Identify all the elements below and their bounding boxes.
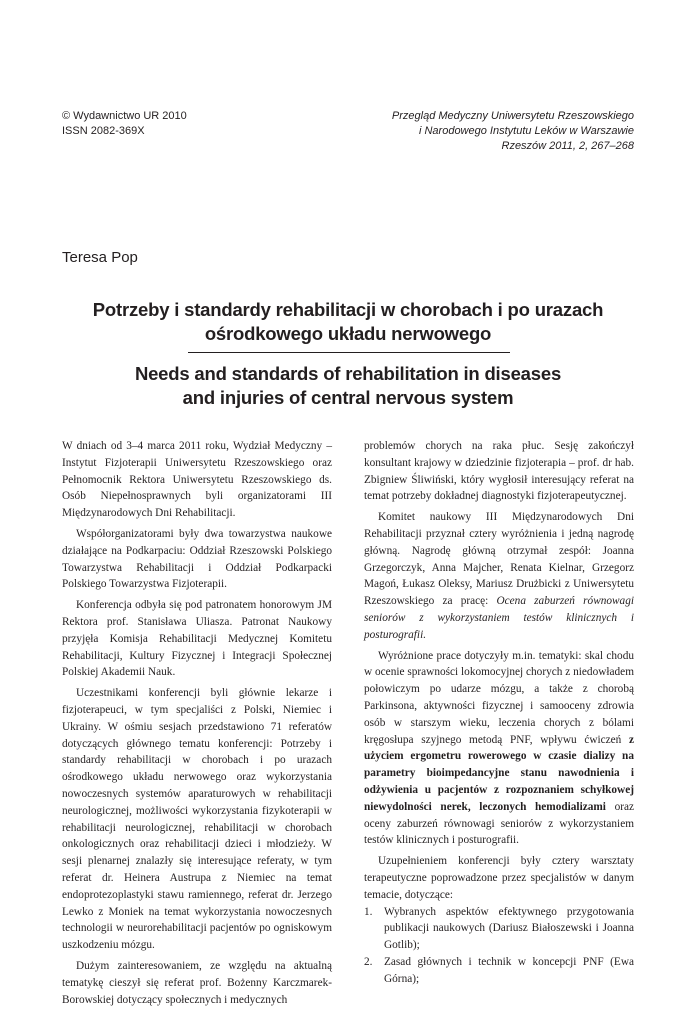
title-divider (188, 352, 510, 353)
title-english-line-2: and injuries of central nervous system (182, 387, 514, 408)
list-item (364, 904, 634, 954)
title-polish (62, 298, 634, 346)
distinctions-bold-text: z użyciem ergometru rowerowego w czasie dializy na parametry bioimpedancyjne stanu nawodnienia i odżywienia u pacjentów z rozpoznaniem schyłkowej niewydolności nerek, leczonych hemodializami (364, 733, 634, 813)
list-text: Wybranych aspektów efektywnego przygotowania publikacji naukowych (Dariusz Białoszewski i Joanna Gotlib); (384, 905, 634, 952)
title-polish-line-2: ośrodkowego układu nerwowego (204, 323, 492, 344)
journal-issue-line: Rzeszów 2011, 2, 267–268 (501, 140, 634, 152)
body-column-left (62, 438, 332, 1008)
award-paper-title: Ocena zaburzeń równowagi seniorów z wykorzystaniem testów klinicznych i posturografii. (364, 595, 634, 641)
paragraph: Dużym zainteresowaniem, ze względu na aktualną tematykę cieszył się referat prof. Bożenny Karczmarek-Borowskiej dotyczący społecznych i medycznych (62, 959, 332, 1006)
list-text: Zasad głównych i technik w koncepcji PNF (Ewa Górna); (384, 955, 634, 985)
paragraph-award (364, 509, 634, 643)
paragraph: Konferencja odbyła się pod patronatem honorowym JM Rektora prof. Stanisława Uliasza. Patronat Naukowy przyjęła Komisja Rehabilitacji Medycznej Komitetu Rehabilitacji, Kultury Fizycznej i Integracji Społecznej Polskiej Akademii Nauk. (62, 599, 332, 679)
workshop-list (364, 904, 634, 988)
title-english-line-1: Needs and standards of rehabilitation in diseases (134, 363, 562, 384)
author-name: Teresa Pop (62, 249, 138, 266)
title-polish-line-1: Potrzeby i standardy rehabilitacji w chorobach i po urazach (92, 299, 604, 320)
body-column-right (364, 438, 634, 988)
award-text: Komitet naukowy III Międzynarodowych Dni Rehabilitacji przyznał cztery wyróżnienia i jedną nagrodę główną. Nagrodę główną otrzymał zespół: Joanna Grzegorczyk, Anna Majcher, Renata Kielnar, Grzegorz Magoń, Łukasz Oleksy, Mariusz Drużbicki z Uniwersytetu Rzeszowskiego za pracę: (364, 511, 634, 608)
list-number: 2. (364, 955, 373, 968)
journal-citation (392, 109, 634, 154)
journal-publisher-info (62, 109, 187, 139)
list-item (364, 954, 634, 988)
paragraph: Uzupełnieniem konferencji były cztery warsztaty terapeutyczne poprowadzone przez specjalistów w danym temacie, dotyczące: (364, 855, 634, 901)
paragraph: Współorganizatorami były dwa towarzystwa naukowe działające na Podkarpaciu: Oddział Rzeszowski Polskiego Towarzystwa Rehabilitacji i Oddział Podkarpacki Polskiego Towarzystwa Fizjoterapii. (62, 527, 332, 591)
paragraph-distinctions (364, 648, 634, 850)
paragraph: problemów chorych na raka płuc. Sesję zakończył konsultant krajowy w dziedzinie fizjoterapia – prof. dr hab. Zbigniew Śliwiński, który wygłosił interesujący referat na temat potrzeby dokładnej diagnostyki fizjoterapeutycznej. (364, 440, 634, 503)
journal-name-line-2: i Narodowego Instytutu Leków w Warszawie (418, 125, 634, 137)
distinctions-text: Wyróżnione prace dotyczyły m.in. tematyki: skal chodu w ocenie sprawności lokomocyjnej chorych z niedowładem połowiczym po udarze mózgu, a także z chorobą Parkinsona, aktywności fizycznej i samooceny zdrowia osób w starszym wieku, leczenia chorych z bólami kręgosłupa szyjnego metodą PNF, wpływu ćwiczeń (364, 649, 634, 746)
publisher-line: © Wydawnictwo UR 2010 (62, 110, 187, 122)
paragraph: W dniach od 3–4 marca 2011 roku, Wydział Medyczny – Instytut Fizjoterapii Uniwersytetu Rzeszowskiego oraz Pełnomocnik Rektora Uniwersytetu Rzeszowskiego ds. Osób Niepełnosprawnych byli organizatorami III Międzynarodowych Dni Rehabilitacji. (62, 440, 332, 520)
paragraph: Uczestnikami konferencji byli głównie lekarze i fizjoterapeuci, w tym specjaliści z Polski, Niemiec i Ukrainy. W ośmiu sesjach przedstawiono 71 referatów dotyczących głównego tematu konferencji: Potrzeby i standardy rehabilitacji w chorobach i po urazach ośrodkowego układu nerwowego oraz wykorzystania nowoczesnych systemów aparaturowych w rehabilitacji neurologicznej, możliwości wykorzystania fizykoterapii w rehabilitacji neurologicznej, rehabilitacji w chorobach onkologicznych oraz rehabilitacji dzieci i młodzieży. W sesji plenarnej znalazły się interesujące referaty, w tym referat dr. Heinera Austrupa z Niemiec na temat endoprotezoplastyki stawu ramiennego, referat dr. Jerzego Lewko z Moniek na temat wykorzystania nowoczesnych technologii w neurorehabilitacji pacjentów po ogniskowym uszkodzeniu mózgu. (62, 687, 332, 952)
distinctions-text-end: oraz oceny zaburzeń równowagi seniorów z wykorzystaniem testów klinicznych i posturografii. (364, 800, 635, 847)
title-english (62, 362, 634, 410)
list-number: 1. (364, 905, 373, 918)
journal-name-line-1: Przegląd Medyczny Uniwersytetu Rzeszowskiego (391, 110, 634, 122)
issn-line: ISSN 2082-369X (62, 125, 145, 137)
